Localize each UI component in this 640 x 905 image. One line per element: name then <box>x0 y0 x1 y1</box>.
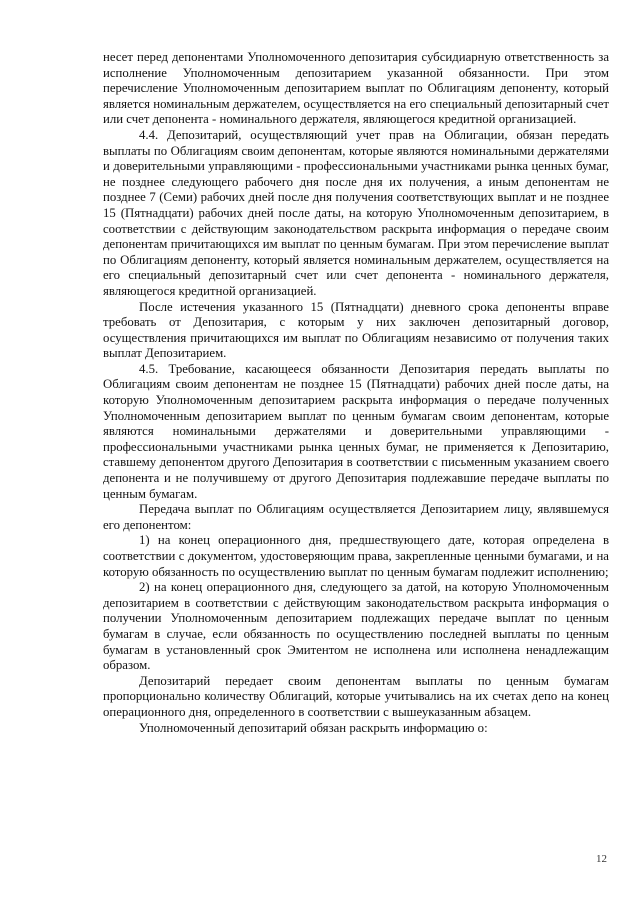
list-item-1: 1) на конец операционного дня, предшествующего дате, которая определена в соответствии с документом, удостоверяющим права, закрепленные ценными бумагами, и на которую обязанность по осуществлению выплат по ценным бумагам подлежит исполнению; <box>103 533 609 579</box>
paragraph-proportional: Депозитарий передает своим депонентам выплаты по ценным бумагам пропорционально количеству Облигаций, которые учитывались на их счетах депо на конец операционного дня, определенного в соответствии с вышеуказанным абзацем. <box>103 673 609 719</box>
paragraph-4-5: 4.5. Требование, касающееся обязанности Депозитария передать выплаты по Облигациям своим депонентам не позднее 15 (Пятнадцати) рабочих дней после даты, на которую Уполномоченным депозитарием раскрыта информация о передаче полученных Уполномоченным депозитарием выплат по ценным бумагам своим депонентам, которые являются номинальными держателями и доверительными управляющими - профессиональными участниками рынка ценных бумаг, не применяется к Депозитарию, ставшему депонентом другого Депозитария в соответствии с письменным указанием своего депонента и не получившему от другого Депозитария подлежавшие передаче выплаты по ценным бумагам. <box>103 361 609 501</box>
page-number: 12 <box>596 853 607 865</box>
paragraph-liability: несет перед депонентами Уполномоченного депозитария субсидиарную ответственность за исполнение Уполномоченным депозитарием указанной обязанности. При этом перечисление Уполномоченным депозитарием выплат по Облигациям депоненту, который является номинальным держателем, осуществляется на его специальный депозитарный счет или счет депонента - номинального держателя, являющегося кредитной организацией. <box>103 50 609 127</box>
list-item-2: 2) на конец операционного дня, следующего за датой, на которую Уполномоченным депозитарием в соответствии с действующим законодательством раскрыта информация о получении Уполномоченным депозитарием подлежащих передаче выплат по ценным бумагам в случае, если обязанность по осуществлению последней выплаты по ценным бумагам в установленный срок Эмитентом не исполнена или исполнена ненадлежащим образом. <box>103 580 609 673</box>
paragraph-transfer-intro: Передача выплат по Облигациям осуществляется Депозитарием лицу, являвшемуся его депонентом: <box>103 502 609 532</box>
paragraph-after-deadline: После истечения указанного 15 (Пятнадцати) дневного срока депоненты вправе требовать от Депозитария, с которым у них заключен депозитарный договор, осуществления причитающихся им выплат по Облигациям независимо от получения таких выплат Депозитарием. <box>103 299 609 361</box>
document-page <box>103 50 609 736</box>
paragraph-disclosure: Уполномоченный депозитарий обязан раскрыть информацию о: <box>139 720 488 735</box>
paragraph-4-4: 4.4. Депозитарий, осуществляющий учет прав на Облигации, обязан передать выплаты по Облигациям своим депонентам, которые являются номинальными держателями и доверительными управляющими - профессиональными участниками рынка ценных бумаг, не позднее следующего рабочего дня после дня их получения, а иным депонентам не позднее 7 (Семи) рабочих дней после дня получения соответствующих выплат и не позднее 15 (Пятнадцати) рабочих дней после даты, на которую Уполномоченным депозитарием, в соответствии с действующим законодательством раскрыта информация о передаче своим депонентам причитающихся им выплат по ценным бумагам. При этом перечисление выплат по Облигациям депоненту, который является номинальным держателем, осуществляется на его специальный депозитарный счет или счет депонента - номинального держателя, являющегося кредитной организацией. <box>103 127 609 298</box>
